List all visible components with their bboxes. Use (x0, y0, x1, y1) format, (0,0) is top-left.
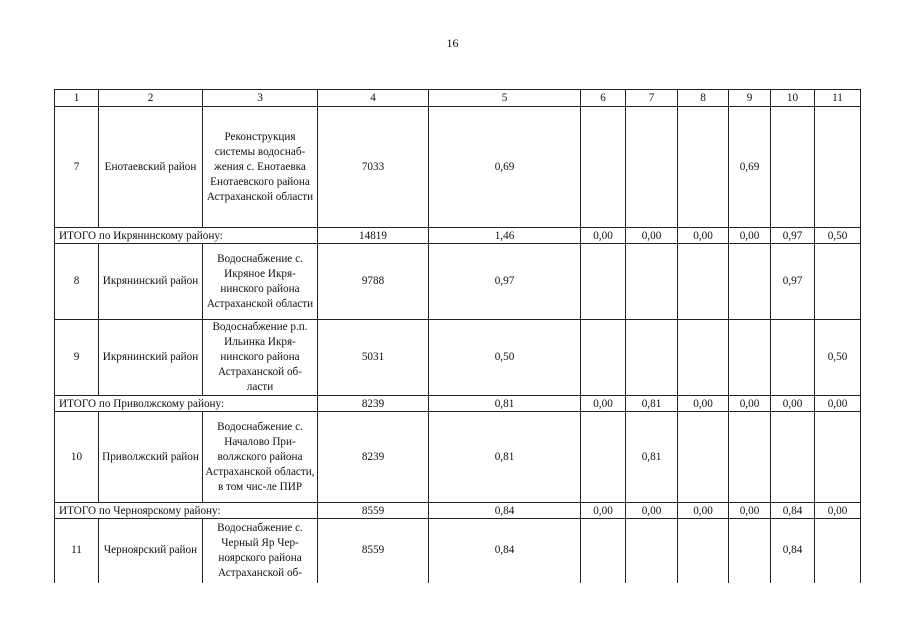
col10-value: 0,97 (771, 244, 815, 320)
col6-value (581, 519, 626, 583)
col11-value: 0,50 (815, 320, 861, 396)
col8-value: 0,00 (678, 396, 729, 412)
column-number-8: 8 (678, 90, 729, 107)
col5-value: 0,69 (429, 107, 581, 228)
col5-value: 1,46 (429, 228, 581, 244)
col5-value: 0,81 (429, 396, 581, 412)
row-number: 9 (55, 320, 99, 396)
col5-value: 0,84 (429, 519, 581, 583)
col4-value: 7033 (318, 107, 429, 228)
col10-value: 0,84 (771, 519, 815, 583)
col8-value (678, 107, 729, 228)
col4-value: 14819 (318, 228, 429, 244)
col6-value: 0,00 (581, 396, 626, 412)
col5-value: 0,81 (429, 412, 581, 503)
col9-value (729, 320, 771, 396)
col10-value (771, 412, 815, 503)
col10-value: 0,00 (771, 396, 815, 412)
col9-value (729, 412, 771, 503)
col6-value: 0,00 (581, 503, 626, 519)
table-row (55, 412, 861, 503)
col8-value: 0,00 (678, 228, 729, 244)
col8-value (678, 320, 729, 396)
col7-value (626, 519, 678, 583)
col10-value: 0,84 (771, 503, 815, 519)
col8-value (678, 519, 729, 583)
col6-value (581, 412, 626, 503)
col6-value (581, 244, 626, 320)
column-number-7: 7 (626, 90, 678, 107)
row-number: 11 (55, 519, 99, 583)
col11-value: 0,50 (815, 228, 861, 244)
district-name: Икрянинский район (99, 244, 203, 320)
col8-value (678, 244, 729, 320)
col11-value (815, 107, 861, 228)
total-row (55, 228, 861, 244)
row-number: 10 (55, 412, 99, 503)
col7-value (626, 320, 678, 396)
project-description: Водоснабжение р.п. Ильинка Икря-нинского района Астраханской об-ласти (203, 320, 318, 396)
district-name: Икрянинский район (99, 320, 203, 396)
column-number-10: 10 (771, 90, 815, 107)
column-number-5: 5 (429, 90, 581, 107)
table-row (55, 244, 861, 320)
col8-value (678, 412, 729, 503)
col7-value: 0,81 (626, 396, 678, 412)
col11-value: 0,00 (815, 396, 861, 412)
project-description: Водоснабжение с. Икряное Икря-нинского района Астраханской области (203, 244, 318, 320)
col10-value: 0,97 (771, 228, 815, 244)
table-row (55, 107, 861, 228)
col4-value: 8239 (318, 396, 429, 412)
district-name: Черноярский район (99, 519, 203, 583)
project-description: Реконструкция системы водоснаб-жения с. Енотаевка Енотаевского района Астраханской области (203, 107, 318, 228)
row-number: 8 (55, 244, 99, 320)
col5-value: 0,97 (429, 244, 581, 320)
col9-value (729, 519, 771, 583)
column-number-3: 3 (203, 90, 318, 107)
column-number-1: 1 (55, 90, 99, 107)
column-number-11: 11 (815, 90, 861, 107)
col7-value: 0,00 (626, 228, 678, 244)
total-row (55, 396, 861, 412)
col7-value: 0,81 (626, 412, 678, 503)
page-number: 16 (446, 36, 459, 50)
col6-value: 0,00 (581, 228, 626, 244)
total-label: ИТОГО по Икрянинскому району: (55, 228, 318, 244)
project-description: Водоснабжение с. Черный Яр Чер-ноярского района Астраханской об- (203, 519, 318, 583)
col11-value (815, 412, 861, 503)
total-label: ИТОГО по Черноярскому району: (55, 503, 318, 519)
col5-value: 0,84 (429, 503, 581, 519)
col9-value: 0,00 (729, 228, 771, 244)
col6-value (581, 320, 626, 396)
col10-value (771, 107, 815, 228)
table-row (55, 519, 861, 583)
col9-value: 0,69 (729, 107, 771, 228)
investment-table (54, 89, 861, 583)
col6-value (581, 107, 626, 228)
table-row (55, 320, 861, 396)
col7-value: 0,00 (626, 503, 678, 519)
col4-value: 9788 (318, 244, 429, 320)
col9-value: 0,00 (729, 396, 771, 412)
column-number-4: 4 (318, 90, 429, 107)
col4-value: 8559 (318, 503, 429, 519)
column-number-2: 2 (99, 90, 203, 107)
col4-value: 5031 (318, 320, 429, 396)
project-description: Водоснабжение с. Началово При-волжского района Астраханской области, в том чис-ле ПИР (203, 412, 318, 503)
col4-value: 8239 (318, 412, 429, 503)
column-numbers-row (55, 90, 861, 107)
col11-value (815, 244, 861, 320)
column-number-9: 9 (729, 90, 771, 107)
col4-value: 8559 (318, 519, 429, 583)
col9-value: 0,00 (729, 503, 771, 519)
row-number: 7 (55, 107, 99, 228)
col10-value (771, 320, 815, 396)
col11-value (815, 519, 861, 583)
col7-value (626, 107, 678, 228)
col5-value: 0,50 (429, 320, 581, 396)
col7-value (626, 244, 678, 320)
total-label: ИТОГО по Приволжскому району: (55, 396, 318, 412)
district-name: Приволжский район (99, 412, 203, 503)
total-row (55, 503, 861, 519)
column-number-6: 6 (581, 90, 626, 107)
col8-value: 0,00 (678, 503, 729, 519)
col9-value (729, 244, 771, 320)
col11-value: 0,00 (815, 503, 861, 519)
district-name: Енотаевский район (99, 107, 203, 228)
